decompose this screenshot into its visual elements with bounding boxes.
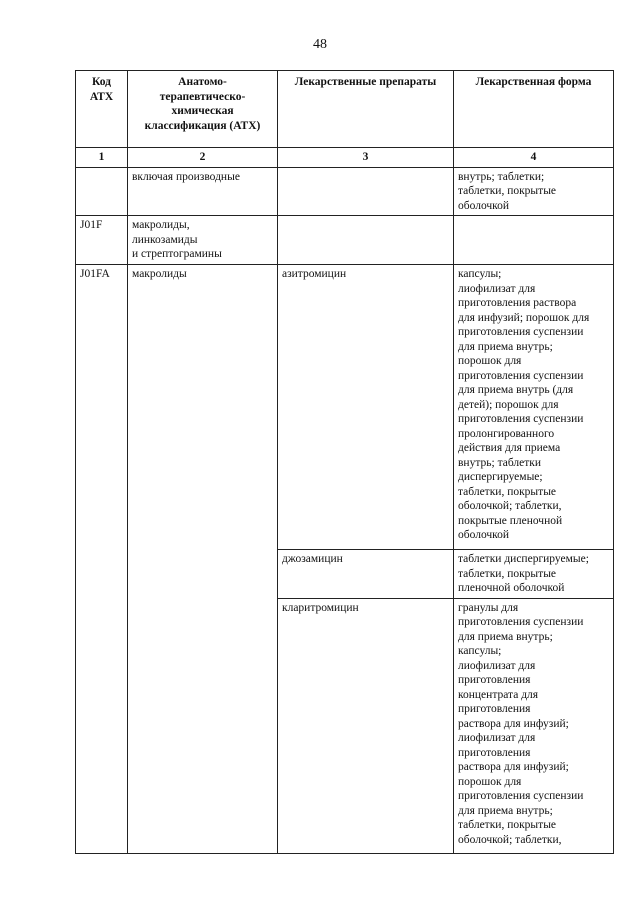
dosage-form-cell: гранулы для приготовления суспензии для приема внутрь; капсулы; лиофилизат для приготовления концентрата для приготовления раствора для инфузий; лиофилизат для приготовления раствора для инфузий; порошок для приготовления суспензии для приема внутрь; таблетки, покрытые оболочкой; таблетки,: [454, 598, 614, 853]
classification-cell: включая производные: [128, 167, 278, 216]
drug-cell: [278, 216, 454, 265]
table-row: [76, 265, 614, 550]
dosage-form-cell: капсулы; лиофилизат для приготовления раствора для инфузий; порошок для приготовления суспензии для приема внутрь; порошок для приготовления суспензии для приема внутрь (для детей); порошок для приготовления суспензии пролонгированного действия для приема внутрь; таблетки диспергируемые; таблетки, покрытые оболочкой; таблетки, покрытые пленочной оболочкой: [454, 265, 614, 550]
atc-code-cell: [76, 167, 128, 216]
atc-code-cell: J01FA: [76, 265, 128, 854]
column-number: 4: [454, 148, 614, 168]
drug-cell: азитромицин: [278, 265, 454, 550]
drug-cell: джозамицин: [278, 550, 454, 599]
column-number: 3: [278, 148, 454, 168]
column-number-row: [76, 148, 614, 168]
table-row: [76, 167, 614, 216]
dosage-form-cell: таблетки диспергируемые; таблетки, покрытые пленочной оболочкой: [454, 550, 614, 599]
header-atc-classification: Анатомо- терапевтическо- химическая классификация (АТХ): [128, 71, 278, 148]
header-dosage-form: Лекарственная форма: [454, 71, 614, 148]
dosage-form-cell: [454, 216, 614, 265]
classification-cell: макролиды: [128, 265, 278, 854]
drug-cell: [278, 167, 454, 216]
table-row: [76, 216, 614, 265]
classification-cell: макролиды, линкозамиды и стрептограмины: [128, 216, 278, 265]
atc-code-cell: J01F: [76, 216, 128, 265]
page-number: 48: [313, 37, 327, 52]
column-number: 2: [128, 148, 278, 168]
drug-classification-table: [75, 70, 614, 854]
dosage-form-cell: внутрь; таблетки; таблетки, покрытые оболочкой: [454, 167, 614, 216]
drug-cell: кларитромицин: [278, 598, 454, 853]
table-header-row: [76, 71, 614, 148]
header-drugs: Лекарственные препараты: [278, 71, 454, 148]
header-atc-code: Код АТХ: [76, 71, 128, 148]
column-number: 1: [76, 148, 128, 168]
